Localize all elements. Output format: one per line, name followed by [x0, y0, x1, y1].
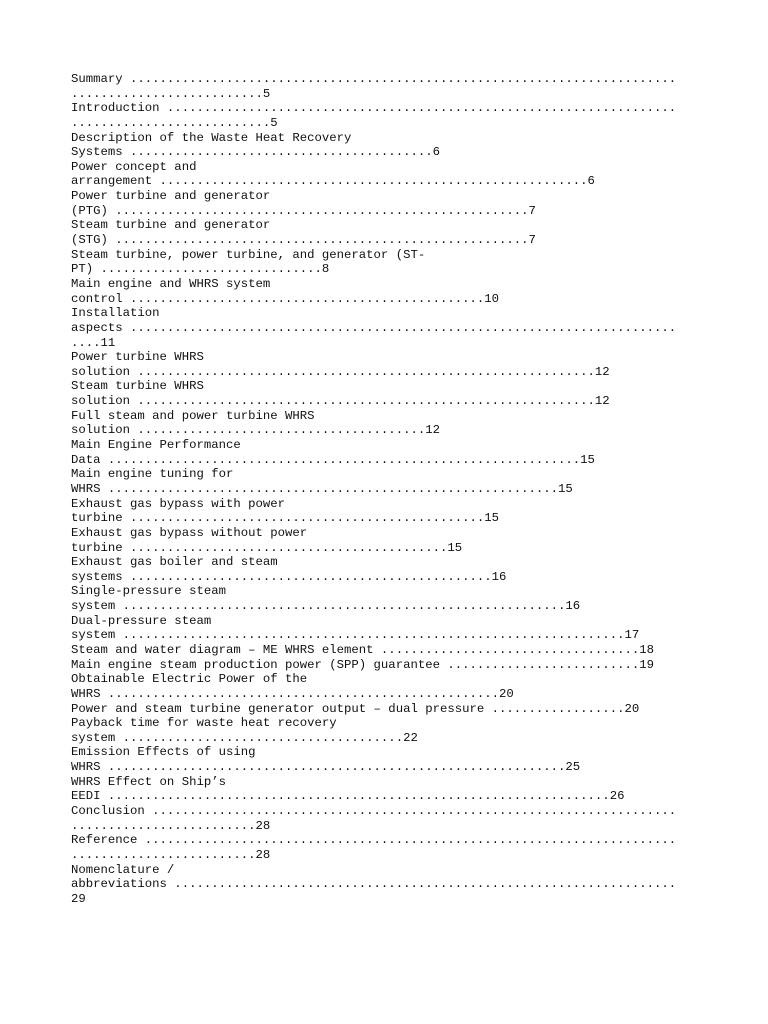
toc-line: abbreviations .................................................................... [71, 877, 677, 892]
toc-line: Reference ........................................................................ [71, 833, 677, 848]
toc-line: arrangement ..........................................................6 [71, 174, 595, 189]
toc-line: Obtainable Electric Power of the [71, 672, 308, 687]
toc-line: system ......................................22 [71, 730, 418, 745]
toc-line: ..........................5 [71, 86, 271, 101]
toc-line: Description of the Waste Heat Recovery [71, 130, 352, 145]
toc-line: Installation [71, 306, 160, 321]
toc-line: Exhaust gas bypass without power [71, 525, 308, 540]
toc-line: Nomenclature / [71, 862, 175, 877]
toc-line: WHRS ..............................................................25 [71, 760, 581, 775]
toc-line: .........................28 [71, 847, 271, 862]
toc-line: Power turbine and generator [71, 189, 271, 204]
toc-line: EEDI ....................................................................26 [71, 789, 625, 804]
toc-line: PT) ..............................8 [71, 262, 330, 277]
toc-line: Data ................................................................15 [71, 452, 595, 467]
toc-line: Steam and water diagram – ME WHRS element ...................................18 [71, 642, 654, 657]
toc-line: Introduction ..................................................................... [71, 101, 677, 116]
toc-line: Dual-pressure steam [71, 613, 212, 628]
toc-line: Main engine steam production power (SPP) guarantee ..........................19 [71, 657, 654, 672]
toc-line: WHRS .............................................................15 [71, 481, 573, 496]
toc-line: Summary .......................................................................... [71, 72, 677, 86]
toc-line: Steam turbine and generator [71, 218, 271, 233]
toc-line: systems .................................................16 [71, 569, 507, 584]
toc-line: Payback time for waste heat recovery [71, 716, 337, 731]
toc-line: Steam turbine WHRS [71, 379, 204, 394]
toc-line: (STG) ........................................................7 [71, 233, 536, 248]
toc-line: solution .......................................12 [71, 423, 440, 438]
toc-line: WHRS Effect on Ship’s [71, 774, 226, 789]
toc-line: turbine ................................................15 [71, 511, 500, 526]
toc-line: .........................28 [71, 818, 271, 833]
toc-line: Main engine and WHRS system [71, 276, 271, 291]
toc-line: turbine ...........................................15 [71, 540, 463, 555]
toc-line: Steam turbine, power turbine, and generator (ST- [71, 247, 426, 262]
toc-line: Full steam and power turbine WHRS [71, 408, 315, 423]
toc-line: system ....................................................................17 [71, 628, 640, 643]
toc-line: Main Engine Performance [71, 438, 241, 453]
toc-line: Exhaust gas bypass with power [71, 496, 286, 511]
toc-line: (PTG) ........................................................7 [71, 203, 536, 218]
toc-line: Exhaust gas boiler and steam [71, 555, 278, 570]
toc-line: aspects .......................................................................... [71, 320, 677, 335]
toc-line: control ................................................10 [71, 291, 500, 306]
toc-line: WHRS .....................................................20 [71, 686, 514, 701]
toc-line: Main engine tuning for [71, 467, 234, 482]
toc-line: Power and steam turbine generator output – dual pressure ..................20 [71, 701, 640, 716]
toc-line: Single-pressure steam [71, 584, 226, 599]
toc-line: solution ..............................................................12 [71, 364, 610, 379]
toc-line: ...........................5 [71, 115, 278, 130]
toc-line: 29 [71, 891, 86, 906]
table-of-contents [71, 72, 711, 907]
toc-line: solution ..............................................................12 [71, 394, 610, 409]
toc-line: system ............................................................16 [71, 599, 581, 614]
toc-line: Emission Effects of using [71, 745, 256, 760]
toc-line: Power turbine WHRS [71, 350, 204, 365]
toc-line: ....11 [71, 335, 116, 350]
toc-line: Conclusion ....................................................................... [71, 804, 677, 819]
toc-line: Power concept and [71, 159, 197, 174]
toc-line: Systems .........................................6 [71, 145, 440, 160]
